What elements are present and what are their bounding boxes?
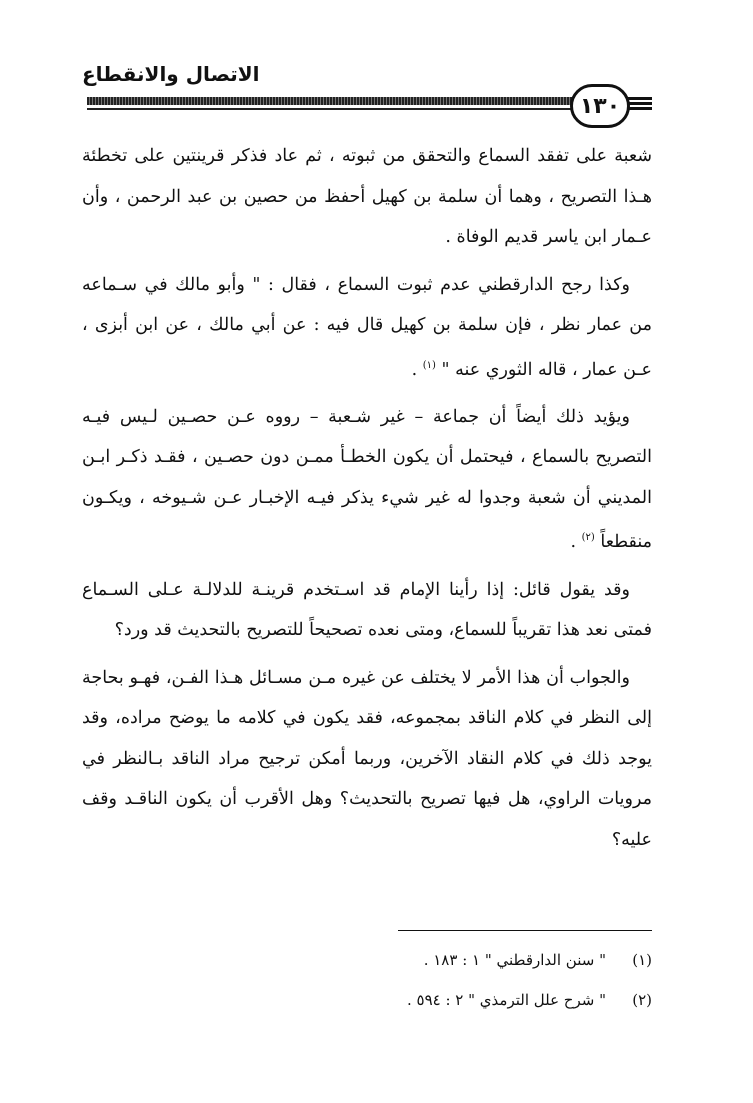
footnote — [360, 986, 652, 1014]
paragraph-5: والجواب أن هذا الأمر لا يختلف عن غيره مـن مسـائل هـذا الفـن، فهـو بحاجة إلى النظر في كلام الناقد بمجموعه، فقد يكون في كلامه ما يوضح مراده، وقد يوجد ذلك في كلام النقاد الآخرين، وربما أمكن ترجيح مراد الناقد بـالنظر في مرويات الراوي، هل فيها تصريح بالتحديث؟ وهل الأقرب أن يكون الناقـد وقف عليه؟ — [82, 667, 652, 850]
body-text — [82, 136, 652, 867]
running-title: الاتصال والانقطاع — [82, 62, 260, 86]
footnote-text: " سنن الدارقطني " ١ : ١٨٣ . — [423, 951, 606, 969]
paragraph-2: وكذا رجح الدارقطني عدم ثبوت السماع ، فقال : " وأبو مالك في سـماعه من عمار نظر ، فإن سلمة بن كهيل قال فيه : عن أبي مالك ، عن ابن أبزى ، عـن عمار ، قاله الثوري عنه " $^{(١)}$ . — [82, 274, 652, 380]
footnote-separator — [398, 930, 652, 931]
footnotes — [360, 946, 652, 1026]
paragraph-1: شعبة على تفقد السماع والتحقق من ثبوته ، ثم عاد فذكر قرينتين على تخطئة هـذا التصريح ، وهما أن سلمة بن كهيل أحفظ من حصين بن عبد الرحمن ، وأن عـمار ابن ياسر قديم الوفاة . — [82, 146, 652, 247]
footnote-text: " شرح علل الترمذي " ٢ : ٥٩٤ . — [406, 991, 606, 1009]
header-rule-band — [87, 97, 624, 105]
footnote-ref-2: (٢) — [581, 532, 595, 544]
page-number: ١٣٠ — [570, 84, 630, 128]
footnote-number: (٢) — [632, 991, 652, 1009]
paragraph-3: ويؤيد ذلك أيضاً أن جماعة – غير شـعبة – رووه عـن حصـين لـيس فيـه التصريح بالسماع ، فيحتمل أن يكون الخطـأ ممـن دون حصـين ، فقـد ذكـر ابـن المديني أن شعبة وجدوا له غير شيء يذكر فيـه الإخبـار عـن شـيوخه ، ويكـون منقطعاً $^{(٢)}$ . — [82, 406, 652, 553]
footnote — [360, 946, 652, 974]
header-rule-line — [87, 108, 624, 110]
footnote-number: (١) — [632, 951, 652, 969]
paragraph-4: وقد يقول قائل: إذا رأينا الإمام قد اسـتخدم قرينـة للدلالـة عـلى السـماع فمتى نعد هذا تقريباً للسماع، ومتى نعده تصحيحاً للتصريح بالتحديث قد ورد؟ — [82, 579, 652, 641]
footnote-ref-1: (١) — [422, 359, 436, 371]
